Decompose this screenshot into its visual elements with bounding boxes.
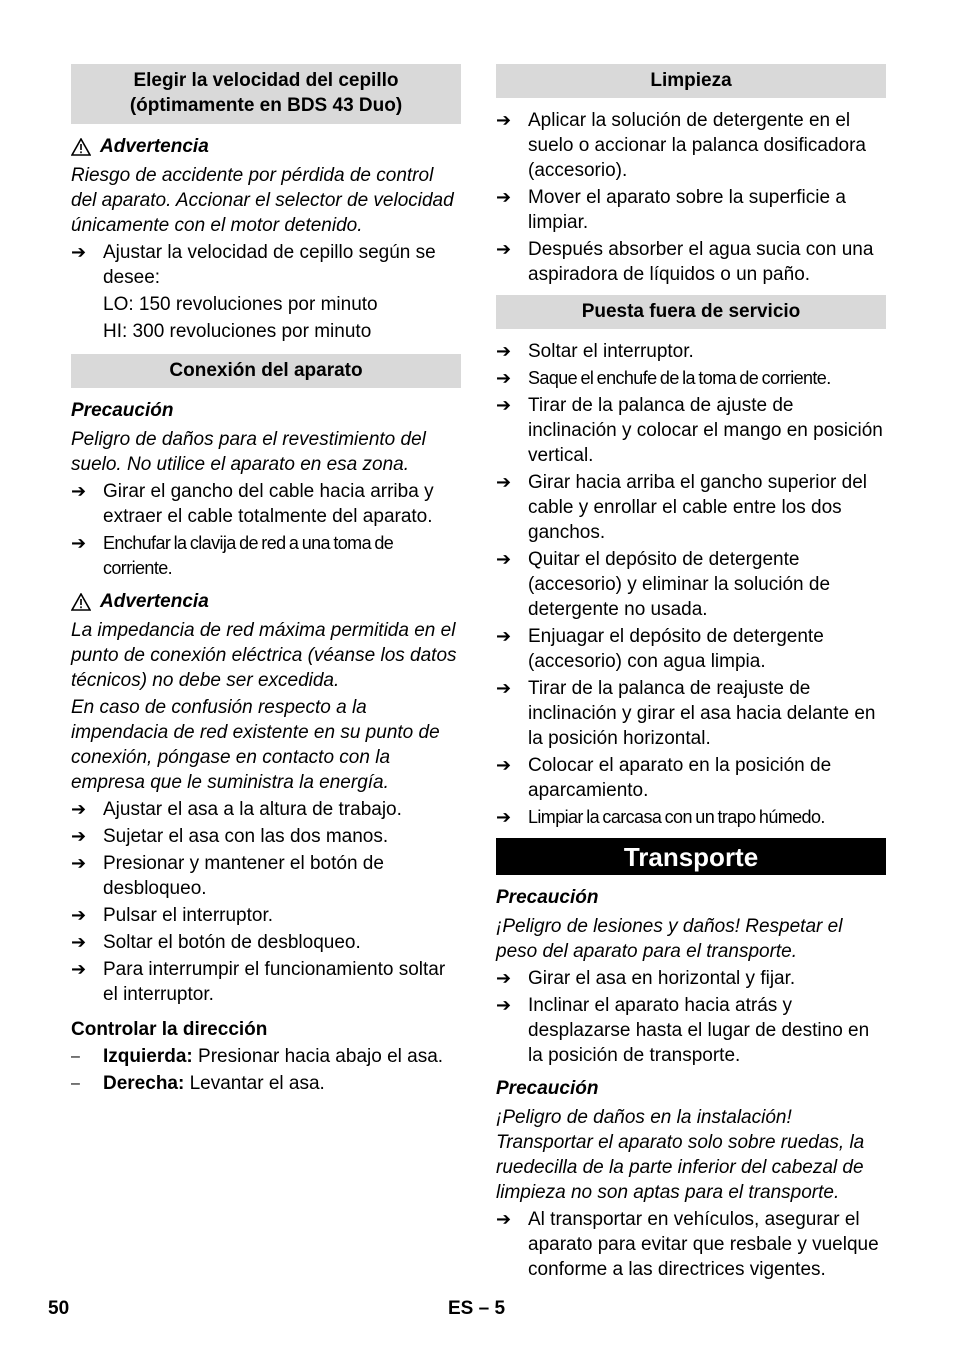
speed-lo: LO: 150 revoluciones por minuto — [103, 294, 378, 315]
arrow-right-icon: ➔ — [496, 626, 512, 646]
warning-text: Riesgo de accidente por pérdida de control del aparato. Accionar el selector de velocidad únicamente con el motor detenido. — [71, 165, 454, 236]
arrow-right-icon: ➔ — [496, 807, 512, 827]
list-item: ➔ Soltar el interruptor. — [496, 341, 694, 362]
arrow-right-icon: ➔ — [496, 110, 512, 130]
list-item: ➔ Enjuagar el depósito de detergente (accesorio) con agua limpia. — [496, 626, 824, 672]
speed-hi: HI: 300 revoluciones por minuto — [103, 321, 372, 342]
arrow-right-icon: ➔ — [71, 533, 87, 553]
warning-triangle-icon — [71, 138, 91, 156]
arrow-right-icon: ➔ — [496, 995, 512, 1015]
arrow-right-icon: ➔ — [71, 242, 87, 262]
arrow-right-icon: ➔ — [496, 368, 512, 388]
list-item: ➔ Enchufar la clavija de red a una toma de corriente. — [71, 531, 461, 581]
direction-label: Derecha: — [103, 1073, 185, 1094]
list-item: ➔ Tirar de la palanca de ajuste de inclinación y colocar el mango en posición vertical. — [496, 395, 883, 466]
right-column — [496, 64, 886, 1284]
list-item: – Izquierda: Presionar hacia abajo el asa. — [71, 1046, 444, 1067]
list-item: ➔ Presionar y mantener el botón de desbloqueo. — [71, 853, 384, 899]
arrow-right-icon: ➔ — [496, 187, 512, 207]
left-column — [71, 64, 461, 1098]
caution-title: Precaución — [71, 400, 174, 421]
arrow-right-icon: ➔ — [496, 239, 512, 259]
list-item: ➔ Tirar de la palanca de reajuste de inclinación y girar el asa hacia delante en la posición horizontal. — [496, 678, 876, 749]
list-item: ➔ Soltar el botón de desbloqueo. — [71, 932, 361, 953]
section-heading-cleaning: Limpieza — [496, 64, 886, 98]
direction-heading: Controlar la dirección — [71, 1019, 268, 1040]
list-item: ➔ Limpiar la carcasa con un trapo húmedo. — [496, 805, 886, 830]
list-item: ➔ Ajustar la velocidad de cepillo según se desee: — [71, 242, 436, 288]
list-item: ➔ Mover el aparato sobre la superficie a limpiar. — [496, 187, 846, 233]
arrow-right-icon: ➔ — [496, 678, 512, 698]
arrow-right-icon: ➔ — [71, 905, 87, 925]
list-item: ➔ Girar hacia arriba el gancho superior del cable y enrollar el cable entre los dos ganchos. — [496, 472, 868, 543]
list-item: ➔ Aplicar la solución de detergente en el suelo o accionar la palanca dosificadora (accesorio). — [496, 110, 866, 181]
arrow-right-icon: ➔ — [496, 472, 512, 492]
warning-title: Advertencia — [71, 589, 461, 614]
arrow-right-icon: ➔ — [71, 959, 87, 979]
section-heading-shutdown: Puesta fuera de servicio — [496, 295, 886, 329]
list-item: ➔ Para interrumpir el funcionamiento soltar el interruptor. — [71, 959, 446, 1005]
list-item: ➔ Sujetar el asa con las dos manos. — [71, 826, 389, 847]
caution-title: Precaución — [496, 887, 599, 908]
list-item: ➔ Saque el enchufe de la toma de corriente. — [496, 366, 886, 391]
chapter-heading-transport: Transporte — [496, 838, 886, 875]
page-number: 50 — [48, 1298, 70, 1319]
arrow-right-icon: ➔ — [71, 826, 87, 846]
list-item: ➔ Girar el gancho del cable hacia arriba y extraer el cable totalmente del aparato. — [71, 481, 434, 527]
arrow-right-icon: ➔ — [496, 755, 512, 775]
arrow-right-icon: ➔ — [496, 549, 512, 569]
caution-title: Precaución — [496, 1078, 599, 1099]
list-item: ➔ Inclinar el aparato hacia atrás y desplazarse hasta el lugar de destino en la posición de transporte. — [496, 995, 870, 1066]
dash-bullet: – — [71, 1075, 80, 1092]
warning-text: En caso de confusión respecto a la impendacia de red existente en su punto de conexión, póngase en contacto con la empresa que le suministra la energía. — [71, 697, 440, 793]
list-item: ➔ Colocar el aparato en la posición de aparcamiento. — [496, 755, 832, 801]
caution-text: ¡Peligro de lesiones y daños! Respetar el peso del aparato para el transporte. — [496, 916, 843, 962]
direction-label: Izquierda: — [103, 1046, 193, 1067]
list-item: – Derecha: Levantar el asa. — [71, 1073, 325, 1094]
arrow-right-icon: ➔ — [71, 932, 87, 952]
arrow-right-icon: ➔ — [496, 395, 512, 415]
arrow-right-icon: ➔ — [71, 799, 87, 819]
list-item: ➔ Pulsar el interruptor. — [71, 905, 274, 926]
arrow-right-icon: ➔ — [496, 968, 512, 988]
dash-bullet: – — [71, 1048, 80, 1065]
list-item: ➔ Ajustar el asa a la altura de trabajo. — [71, 799, 402, 820]
caution-text: ¡Peligro de daños en la instalación! Transportar el aparato solo sobre ruedas, la ruedecilla de la parte inferior del cabezal de limpieza no son aptas para el transporte. — [496, 1107, 865, 1203]
list-item: ➔ Al transportar en vehículos, asegurar el aparato para evitar que resbale y vuelque conforme a las directrices vigentes. — [496, 1209, 879, 1280]
section-heading-brush-speed — [71, 64, 461, 124]
caution-text: Peligro de daños para el revestimiento del suelo. No utilice el aparato en esa zona. — [71, 429, 426, 475]
list-item: ➔ Girar el asa en horizontal y fijar. — [496, 968, 796, 989]
arrow-right-icon: ➔ — [496, 1209, 512, 1229]
list-item: ➔ Después absorber el agua sucia con una aspiradora de líquidos o un paño. — [496, 239, 874, 285]
section-heading-connection: Conexión del aparato — [71, 354, 461, 388]
list-item: ➔ Quitar el depósito de detergente (accesorio) y eliminar la solución de detergente no usada. — [496, 549, 831, 620]
warning-triangle-icon — [71, 593, 91, 611]
warning-text: La impedancia de red máxima permitida en el punto de conexión eléctrica (véanse los datos técnicos) no debe ser excedida. — [71, 620, 457, 691]
arrow-right-icon: ➔ — [496, 341, 512, 361]
heading-line: Elegir la velocidad del cepillo — [133, 70, 399, 91]
warning-title: Advertencia — [71, 134, 461, 159]
section-page-label: ES – 5 — [448, 1298, 506, 1319]
arrow-right-icon: ➔ — [71, 853, 87, 873]
arrow-right-icon: ➔ — [71, 481, 87, 501]
heading-line: (óptimamente en BDS 43 Duo) — [129, 95, 403, 116]
